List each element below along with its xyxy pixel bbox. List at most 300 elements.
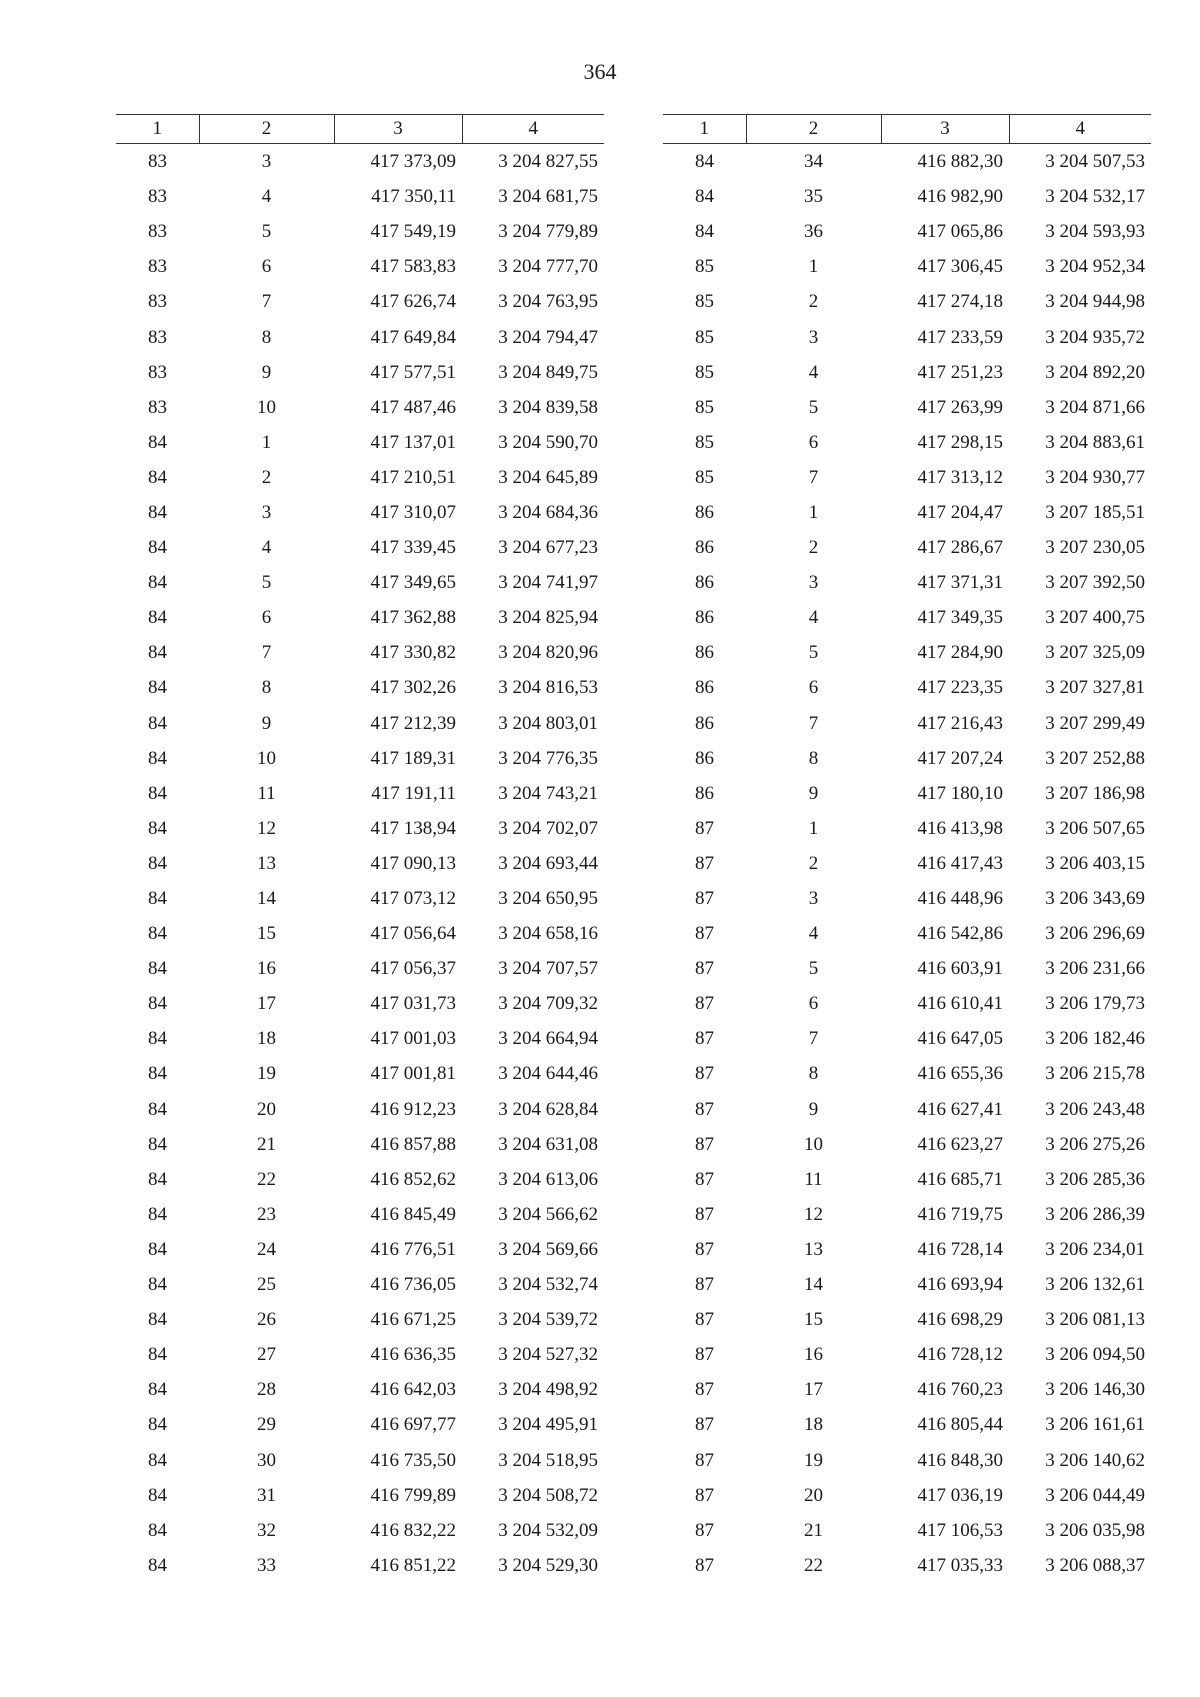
table-cell: 83: [148, 291, 167, 313]
table-cell: 3 204 693,44: [498, 852, 598, 874]
table-cell: 417 371,31: [917, 572, 1003, 594]
table-cell: 7: [261, 642, 272, 664]
table-cell: 417 583,83: [370, 256, 456, 278]
table-cell: 83: [148, 151, 167, 173]
table-cell: 3 204 569,66: [498, 1238, 598, 1260]
table-cell: 417 274,18: [917, 291, 1003, 313]
table-cell: 416 728,12: [917, 1344, 1003, 1366]
table-header: [116, 115, 604, 144]
table-cell: 20: [804, 1484, 823, 1506]
table-cell: 416 647,05: [917, 1028, 1003, 1050]
table-row: [663, 144, 1151, 180]
table-cell: 417 302,26: [370, 677, 456, 699]
table-cell: 85: [695, 431, 714, 453]
table-row: [116, 1162, 604, 1197]
table-cell: 20: [257, 1098, 276, 1120]
table-cell: 3 206 285,36: [1045, 1168, 1145, 1190]
table-cell: 1: [808, 501, 819, 523]
table-cell: 18: [804, 1414, 823, 1436]
table-cell: 9: [808, 1098, 819, 1120]
table-cell: 417 349,65: [370, 572, 456, 594]
table-cell: 24: [257, 1238, 276, 1260]
table-cell: 417 035,33: [917, 1554, 1003, 1576]
table-cell: 84: [148, 993, 167, 1015]
table-cell: 14: [804, 1274, 823, 1296]
table-row: [116, 811, 604, 846]
table-cell: 416 610,41: [917, 993, 1003, 1015]
table-cell: 3: [261, 151, 272, 173]
table-cell: 4: [808, 361, 819, 383]
table-cell: 416 805,44: [917, 1414, 1003, 1436]
table-cell: 3 204 839,58: [498, 396, 598, 418]
table-row: [116, 1513, 604, 1548]
table-cell: 7: [808, 712, 819, 734]
table-cell: 1: [808, 256, 819, 278]
table-cell: 3 204 794,47: [498, 326, 598, 348]
table-cell: 3 204 849,75: [498, 361, 598, 383]
table-cell: 84: [148, 1168, 167, 1190]
table-cell: 3 207 186,98: [1045, 782, 1145, 804]
table-row: [663, 460, 1151, 495]
table-cell: 3 204 495,91: [498, 1414, 598, 1436]
header-col-1: 1: [116, 115, 199, 144]
table-cell: 416 448,96: [917, 888, 1003, 910]
table-cell: 3 204 709,32: [498, 993, 598, 1015]
table-cell: 5: [808, 642, 819, 664]
table-cell: 87: [695, 1449, 714, 1471]
table-cell: 17: [257, 993, 276, 1015]
table-cell: 83: [148, 361, 167, 383]
table-cell: 3 207 252,88: [1045, 747, 1145, 769]
table-cell: 84: [148, 1063, 167, 1085]
table-cell: 417 549,19: [370, 221, 456, 243]
table-cell: 4: [808, 923, 819, 945]
table-cell: 87: [695, 1028, 714, 1050]
table-cell: 417 306,45: [917, 256, 1003, 278]
table-cell: 417 137,01: [370, 431, 456, 453]
table-cell: 22: [257, 1168, 276, 1190]
table-cell: 4: [808, 607, 819, 629]
header-row: [663, 115, 1151, 144]
table-cell: 23: [257, 1203, 276, 1225]
table-cell: 84: [148, 923, 167, 945]
table-cell: 3 206 088,37: [1045, 1554, 1145, 1576]
table-row: [116, 635, 604, 670]
table-cell: 84: [148, 1449, 167, 1471]
table-cell: 3 204 650,95: [498, 888, 598, 910]
table-row: [663, 951, 1151, 986]
table-cell: 5: [808, 396, 819, 418]
table-cell: 84: [148, 817, 167, 839]
table-cell: 416 760,23: [917, 1379, 1003, 1401]
table-cell: 3 204 498,92: [498, 1379, 598, 1401]
table-cell: 86: [695, 747, 714, 769]
table-cell: 31: [257, 1484, 276, 1506]
table-row: [663, 600, 1151, 635]
table-cell: 3 206 231,66: [1045, 958, 1145, 980]
table-row: [116, 319, 604, 354]
table-cell: 85: [695, 291, 714, 313]
table-cell: 417 330,82: [370, 642, 456, 664]
table-cell: 13: [804, 1238, 823, 1260]
table-cell: 84: [148, 607, 167, 629]
table-cell: 84: [148, 782, 167, 804]
table-row: [663, 881, 1151, 916]
table-row: [663, 249, 1151, 284]
table-cell: 3 204 677,23: [498, 537, 598, 559]
table-cell: 416 697,77: [370, 1414, 456, 1436]
table-cell: 3 207 299,49: [1045, 712, 1145, 734]
table-cell: 18: [257, 1028, 276, 1050]
table-cell: 416 882,30: [917, 151, 1003, 173]
header-col-2: 2: [746, 115, 881, 144]
table-row: [663, 1513, 1151, 1548]
table-cell: 3 206 132,61: [1045, 1274, 1145, 1296]
table-cell: 417 350,11: [371, 186, 456, 208]
table-cell: 83: [148, 221, 167, 243]
table-cell: 3 206 343,69: [1045, 888, 1145, 910]
table-cell: 84: [148, 537, 167, 559]
table-row: [663, 355, 1151, 390]
table-row: [663, 846, 1151, 881]
table-row: [663, 1407, 1151, 1442]
table-row: [663, 1197, 1151, 1232]
table-cell: 3 204 777,70: [498, 256, 598, 278]
table-cell: 3: [261, 501, 272, 523]
table-cell: 87: [695, 1238, 714, 1260]
table-cell: 417 031,73: [370, 993, 456, 1015]
table-cell: 15: [257, 923, 276, 945]
table-cell: 3 206 035,98: [1045, 1519, 1145, 1541]
table-cell: 19: [804, 1449, 823, 1471]
table-cell: 2: [261, 466, 272, 488]
table-cell: 87: [695, 1168, 714, 1190]
table-cell: 416 642,03: [370, 1379, 456, 1401]
table-cell: 3 204 529,30: [498, 1554, 598, 1576]
table-cell: 34: [804, 151, 823, 173]
table-cell: 417 223,35: [917, 677, 1003, 699]
table-row: [663, 1021, 1151, 1056]
table-cell: 1: [808, 817, 819, 839]
table-row: [116, 355, 604, 390]
table-cell: 3 204 816,53: [498, 677, 598, 699]
table-cell: 417 487,46: [370, 396, 456, 418]
table-cell: 417 362,88: [370, 607, 456, 629]
table-cell: 416 719,75: [917, 1203, 1003, 1225]
table-cell: 21: [804, 1519, 823, 1541]
table-row: [663, 741, 1151, 776]
table-cell: 8: [261, 677, 272, 699]
table-body: [116, 144, 604, 1583]
table-cell: 3 204 707,57: [498, 958, 598, 980]
table-cell: 3 204 883,61: [1045, 431, 1145, 453]
table-cell: 19: [257, 1063, 276, 1085]
table-cell: 35: [804, 186, 823, 208]
table-cell: 417 189,31: [370, 747, 456, 769]
table-cell: 3 204 613,06: [498, 1168, 598, 1190]
table-cell: 3 206 044,49: [1045, 1484, 1145, 1506]
table-cell: 3 206 081,13: [1045, 1309, 1145, 1331]
table-row: [663, 776, 1151, 811]
table-cell: 29: [257, 1414, 276, 1436]
table-cell: 3 204 566,62: [498, 1203, 598, 1225]
table-cell: 416 845,49: [370, 1203, 456, 1225]
table-cell: 84: [148, 1098, 167, 1120]
table-cell: 3 204 892,20: [1045, 361, 1145, 383]
table-cell: 85: [695, 466, 714, 488]
table-cell: 84: [148, 1238, 167, 1260]
table-cell: 416 728,14: [917, 1238, 1003, 1260]
table-cell: 87: [695, 1098, 714, 1120]
table-cell: 30: [257, 1449, 276, 1471]
table-cell: 6: [808, 993, 819, 1015]
table-cell: 3 204 507,53: [1045, 151, 1145, 173]
table-cell: 2: [808, 291, 819, 313]
table-cell: 87: [695, 1554, 714, 1576]
table-row: [116, 951, 604, 986]
table-row: [116, 390, 604, 425]
table-row: [116, 1197, 604, 1232]
table-row: [116, 565, 604, 600]
table-row: [116, 1478, 604, 1513]
table-cell: 3 204 593,93: [1045, 221, 1145, 243]
table-row: [663, 916, 1151, 951]
header-col-2: 2: [199, 115, 334, 144]
table-cell: 417 212,39: [370, 712, 456, 734]
header-col-3: 3: [881, 115, 1009, 144]
table-row: [663, 390, 1151, 425]
coordinates-table-right: [663, 114, 1151, 1583]
table-row: [663, 319, 1151, 354]
table-row: [663, 1442, 1151, 1477]
table-header: [663, 115, 1151, 144]
table-cell: 417 073,12: [370, 888, 456, 910]
table-cell: 417 001,81: [370, 1063, 456, 1085]
table-cell: 417 286,67: [917, 537, 1003, 559]
table-cell: 417 207,24: [917, 747, 1003, 769]
table-cell: 86: [695, 677, 714, 699]
table-cell: 84: [148, 1519, 167, 1541]
table-cell: 3 204 702,07: [498, 817, 598, 839]
table-cell: 417 180,10: [917, 782, 1003, 804]
table-cell: 416 832,22: [370, 1519, 456, 1541]
table-cell: 3 204 532,17: [1045, 186, 1145, 208]
table-cell: 3 204 944,98: [1045, 291, 1145, 313]
table-cell: 15: [804, 1309, 823, 1331]
table-cell: 417 313,12: [917, 466, 1003, 488]
table-cell: 417 349,35: [917, 607, 1003, 629]
header-col-1: 1: [663, 115, 746, 144]
table-cell: 7: [261, 291, 272, 313]
table-cell: 416 735,50: [370, 1449, 456, 1471]
table-cell: 3 204 532,74: [498, 1274, 598, 1296]
table-cell: 3 204 935,72: [1045, 326, 1145, 348]
table-cell: 36: [804, 221, 823, 243]
table-cell: 87: [695, 1344, 714, 1366]
table-cell: 417 191,11: [371, 782, 456, 804]
table-row: [663, 1548, 1151, 1583]
table-cell: 3 204 508,72: [498, 1484, 598, 1506]
table-cell: 84: [148, 852, 167, 874]
table-cell: 14: [257, 888, 276, 910]
table-cell: 4: [261, 537, 272, 559]
table-cell: 12: [804, 1203, 823, 1225]
table-cell: 416 982,90: [917, 186, 1003, 208]
table-cell: 3 204 684,36: [498, 501, 598, 523]
table-cell: 3 206 179,73: [1045, 993, 1145, 1015]
table-row: [663, 179, 1151, 214]
table-cell: 417 373,09: [370, 151, 456, 173]
table-row: [663, 1056, 1151, 1091]
table-cell: 3 206 403,15: [1045, 852, 1145, 874]
header-col-4: 4: [1009, 115, 1151, 144]
table-cell: 416 685,71: [917, 1168, 1003, 1190]
table-cell: 83: [148, 186, 167, 208]
table-cell: 84: [148, 1309, 167, 1331]
table-row: [116, 460, 604, 495]
table-cell: 3 206 286,39: [1045, 1203, 1145, 1225]
table-row: [116, 1127, 604, 1162]
table-cell: 8: [808, 1063, 819, 1085]
table-cell: 6: [261, 607, 272, 629]
table-cell: 26: [257, 1309, 276, 1331]
table-cell: 84: [148, 642, 167, 664]
table-cell: 10: [804, 1133, 823, 1155]
table-cell: 84: [148, 888, 167, 910]
table-cell: 84: [148, 1274, 167, 1296]
table-cell: 85: [695, 361, 714, 383]
table-cell: 416 799,89: [370, 1484, 456, 1506]
table-cell: 3 204 527,32: [498, 1344, 598, 1366]
table-cell: 417 216,43: [917, 712, 1003, 734]
table-cell: 416 627,41: [917, 1098, 1003, 1120]
table-cell: 417 284,90: [917, 642, 1003, 664]
table-cell: 3 207 185,51: [1045, 501, 1145, 523]
table-cell: 417 056,64: [370, 923, 456, 945]
table-cell: 87: [695, 993, 714, 1015]
table-cell: 21: [257, 1133, 276, 1155]
table-row: [116, 249, 604, 284]
table-cell: 416 693,94: [917, 1274, 1003, 1296]
table-cell: 416 655,36: [917, 1063, 1003, 1085]
table-row: [663, 1092, 1151, 1127]
table-cell: 13: [257, 852, 276, 874]
table-cell: 32: [257, 1519, 276, 1541]
table-cell: 84: [148, 1554, 167, 1576]
table-row: [116, 425, 604, 460]
table-cell: 416 603,91: [917, 958, 1003, 980]
table-cell: 84: [695, 186, 714, 208]
table-row: [116, 986, 604, 1021]
table-cell: 85: [695, 326, 714, 348]
table-cell: 3 207 230,05: [1045, 537, 1145, 559]
table-cell: 417 310,07: [370, 501, 456, 523]
table-cell: 84: [695, 151, 714, 173]
table-cell: 86: [695, 642, 714, 664]
table-cell: 84: [148, 466, 167, 488]
table-cell: 86: [695, 607, 714, 629]
table-row: [116, 1372, 604, 1407]
table-cell: 5: [261, 221, 272, 243]
table-cell: 3 206 275,26: [1045, 1133, 1145, 1155]
table-row: [116, 916, 604, 951]
table-cell: 87: [695, 1309, 714, 1331]
table-cell: 3 204 820,96: [498, 642, 598, 664]
table-cell: 416 736,05: [370, 1274, 456, 1296]
table-cell: 87: [695, 852, 714, 874]
table-cell: 9: [261, 712, 272, 734]
table-cell: 25: [257, 1274, 276, 1296]
table-cell: 16: [804, 1344, 823, 1366]
table-cell: 416 852,62: [370, 1168, 456, 1190]
table-cell: 417 263,99: [917, 396, 1003, 418]
table-row: [116, 1092, 604, 1127]
table-cell: 3 204 803,01: [498, 712, 598, 734]
table-cell: 3 204 741,97: [498, 572, 598, 594]
table-row: [116, 1232, 604, 1267]
table-cell: 416 848,30: [917, 1449, 1003, 1471]
table-body: [663, 144, 1151, 1583]
table-cell: 28: [257, 1379, 276, 1401]
table-cell: 417 233,59: [917, 326, 1003, 348]
table-cell: 10: [257, 747, 276, 769]
table-row: [663, 635, 1151, 670]
table-row: [663, 214, 1151, 249]
table-cell: 7: [808, 466, 819, 488]
table-cell: 84: [148, 1379, 167, 1401]
table-cell: 87: [695, 1274, 714, 1296]
table-cell: 416 417,43: [917, 852, 1003, 874]
table-cell: 84: [148, 1414, 167, 1436]
table-cell: 9: [808, 782, 819, 804]
table-cell: 3 204 930,77: [1045, 466, 1145, 488]
table-cell: 6: [261, 256, 272, 278]
table-row: [116, 495, 604, 530]
table-cell: 84: [148, 1344, 167, 1366]
table-row: [663, 670, 1151, 705]
table-cell: 85: [695, 256, 714, 278]
table-cell: 3 204 628,84: [498, 1098, 598, 1120]
table-cell: 86: [695, 537, 714, 559]
table-cell: 3 206 296,69: [1045, 923, 1145, 945]
table-row: [663, 1478, 1151, 1513]
table-row: [116, 881, 604, 916]
table-cell: 3 206 094,50: [1045, 1344, 1145, 1366]
table-cell: 16: [257, 958, 276, 980]
table-cell: 417 210,51: [370, 466, 456, 488]
table-cell: 33: [257, 1554, 276, 1576]
table-row: [116, 530, 604, 565]
table-cell: 417 090,13: [370, 852, 456, 874]
table-cell: 3 204 631,08: [498, 1133, 598, 1155]
table-cell: 8: [808, 747, 819, 769]
table-row: [663, 1267, 1151, 1302]
table-cell: 87: [695, 1379, 714, 1401]
table-row: [116, 741, 604, 776]
table-cell: 417 056,37: [370, 958, 456, 980]
table-cell: 3 204 827,55: [498, 151, 598, 173]
table-cell: 3 206 507,65: [1045, 817, 1145, 839]
table-cell: 10: [257, 396, 276, 418]
table-row: [663, 1302, 1151, 1337]
table-cell: 3 206 161,61: [1045, 1414, 1145, 1436]
table-cell: 86: [695, 782, 714, 804]
table-cell: 416 857,88: [370, 1133, 456, 1155]
table-cell: 84: [148, 677, 167, 699]
table-row: [663, 284, 1151, 319]
table-cell: 416 671,25: [370, 1309, 456, 1331]
table-cell: 86: [695, 572, 714, 594]
